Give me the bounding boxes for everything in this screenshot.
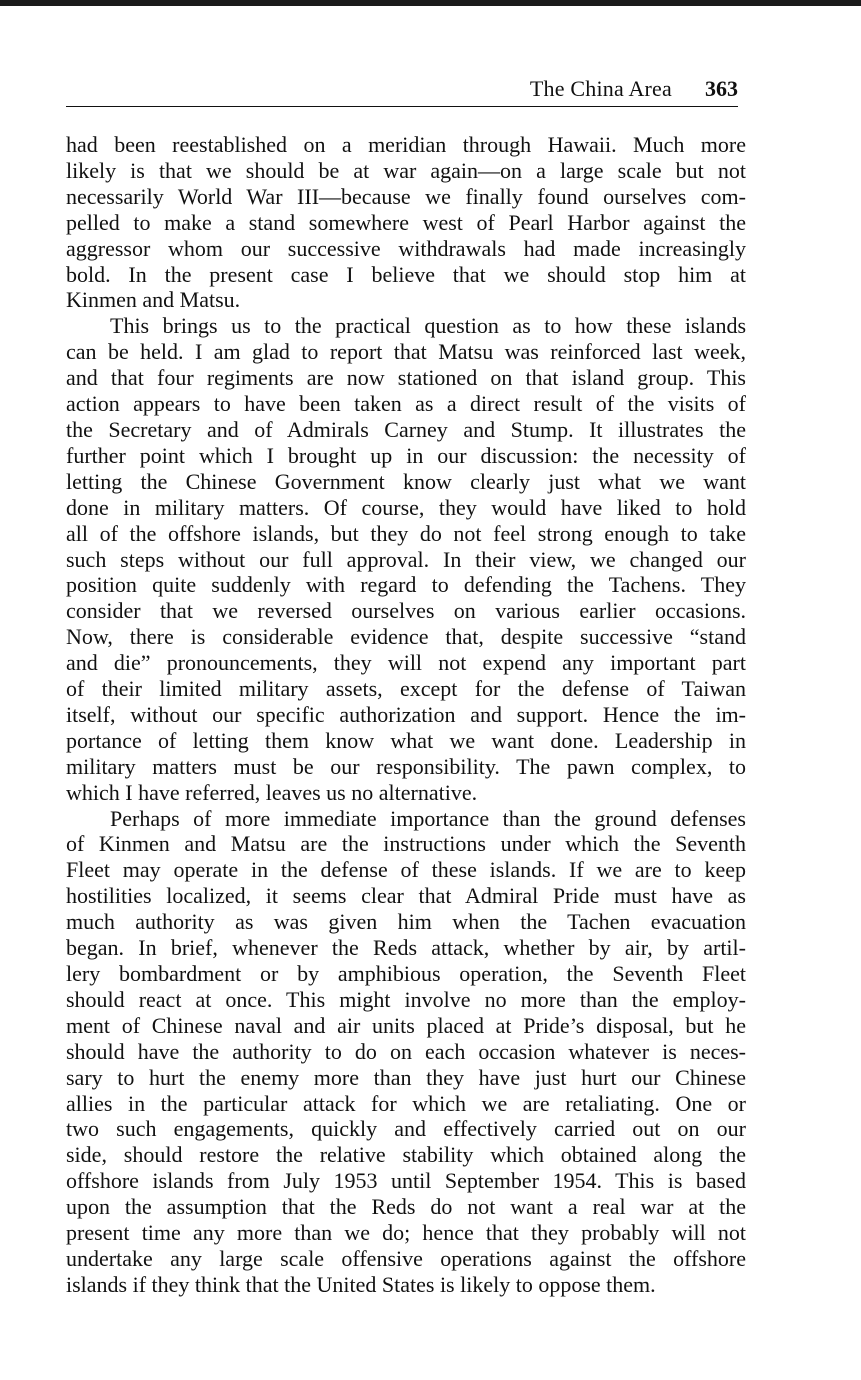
- text-line: done in military matters. Of course, they would have liked to hold: [66, 494, 746, 520]
- text-line: undertake any large scale offensive operations against the offshore: [66, 1245, 746, 1271]
- running-header-title: The China Area: [529, 76, 672, 101]
- text-line: position quite suddenly with regard to defending the Tachens. They: [66, 572, 746, 598]
- text-line: of their limited military assets, except for the defense of Taiwan: [66, 676, 746, 702]
- paragraph: [66, 132, 746, 313]
- text-line: action appears to have been taken as a direct result of the visits of: [66, 391, 746, 417]
- text-line: all of the offshore islands, but they do not feel strong enough to take: [66, 520, 746, 546]
- text-line: two such engagements, quickly and effectively carried out on our: [66, 1116, 746, 1142]
- text-line: aggressor whom our successive withdrawals had made increasingly: [66, 235, 746, 261]
- text-line: ment of Chinese naval and air units placed at Pride’s disposal, but he: [66, 1012, 746, 1038]
- text-line: side, should restore the relative stability which obtained along the: [66, 1142, 746, 1168]
- text-line: portance of letting them know what we want done. Leadership in: [66, 727, 746, 753]
- text-line: sary to hurt the enemy more than they have just hurt our Chinese: [66, 1064, 746, 1090]
- body-text: [66, 132, 746, 1298]
- text-line: of Kinmen and Matsu are the instructions under which the Seventh: [66, 831, 746, 857]
- text-line: This brings us to the practical question as to how these islands: [110, 313, 746, 339]
- text-line: and die” pronouncements, they will not expend any important part: [66, 650, 746, 676]
- top-edge-rule: [0, 0, 861, 6]
- text-line: further point which I brought up in our discussion: the necessity of: [66, 442, 746, 468]
- text-line: hostilities localized, it seems clear that Admiral Pride must have as: [66, 883, 746, 909]
- text-line: lery bombardment or by amphibious operation, the Seventh Fleet: [66, 961, 746, 986]
- text-line: pelled to make a stand somewhere west of Pearl Harbor against the: [66, 209, 746, 235]
- page-number: 363: [705, 76, 738, 101]
- text-line: likely is that we should be at war again—on a large scale but not: [66, 157, 746, 183]
- running-header: [66, 72, 738, 107]
- text-line: bold. In the present case I believe that we should stop him at: [66, 261, 746, 287]
- paragraph: [66, 313, 746, 805]
- text-line: offshore islands from July 1953 until September 1954. This is based: [66, 1168, 746, 1194]
- text-line: consider that we reversed ourselves on various earlier occasions.: [66, 598, 746, 624]
- text-line: the Secretary and of Admirals Carney and Stump. It illustrates the: [66, 416, 746, 442]
- paragraph: [66, 806, 746, 1298]
- text-line: upon the assumption that the Reds do not want a real war at the: [66, 1194, 746, 1220]
- text-line: such steps without our full approval. In their view, we changed our: [66, 546, 746, 572]
- text-line: itself, without our specific authorization and support. Hence the im-: [66, 701, 746, 727]
- text-line: Perhaps of more immediate importance than the ground defenses: [110, 805, 746, 831]
- text-line: necessarily World War III—because we finally found ourselves com-: [66, 183, 746, 209]
- text-line: should have the authority to do on each occasion whatever is neces-: [66, 1038, 746, 1064]
- text-line: which I have referred, leaves us no alternative.: [66, 779, 478, 805]
- text-line: can be held. I am glad to report that Matsu was reinforced last week,: [66, 339, 746, 365]
- text-line: present time any more than we do; hence that they probably will not: [66, 1220, 746, 1246]
- text-line: allies in the particular attack for which we are retaliating. One or: [66, 1090, 746, 1116]
- text-line: should react at once. This might involve no more than the employ-: [66, 986, 746, 1012]
- text-line: Now, there is considerable evidence that, despite successive “stand: [66, 624, 746, 650]
- text-line: and that four regiments are now stationed on that island group. This: [66, 365, 746, 391]
- text-line: military matters must be our responsibility. The pawn complex, to: [66, 753, 746, 779]
- text-line: Fleet may operate in the defense of these islands. If we are to keep: [66, 857, 746, 883]
- text-line: Kinmen and Matsu.: [66, 287, 241, 313]
- text-line: islands if they think that the United States is likely to oppose them.: [66, 1271, 656, 1297]
- text-line: much authority as was given him when the Tachen evacuation: [66, 909, 746, 935]
- text-line: had been reestablished on a meridian through Hawaii. Much more: [66, 132, 746, 157]
- text-line: letting the Chinese Government know clearly just what we want: [66, 468, 746, 494]
- text-line: began. In brief, whenever the Reds attack, whether by air, by artil-: [66, 935, 746, 961]
